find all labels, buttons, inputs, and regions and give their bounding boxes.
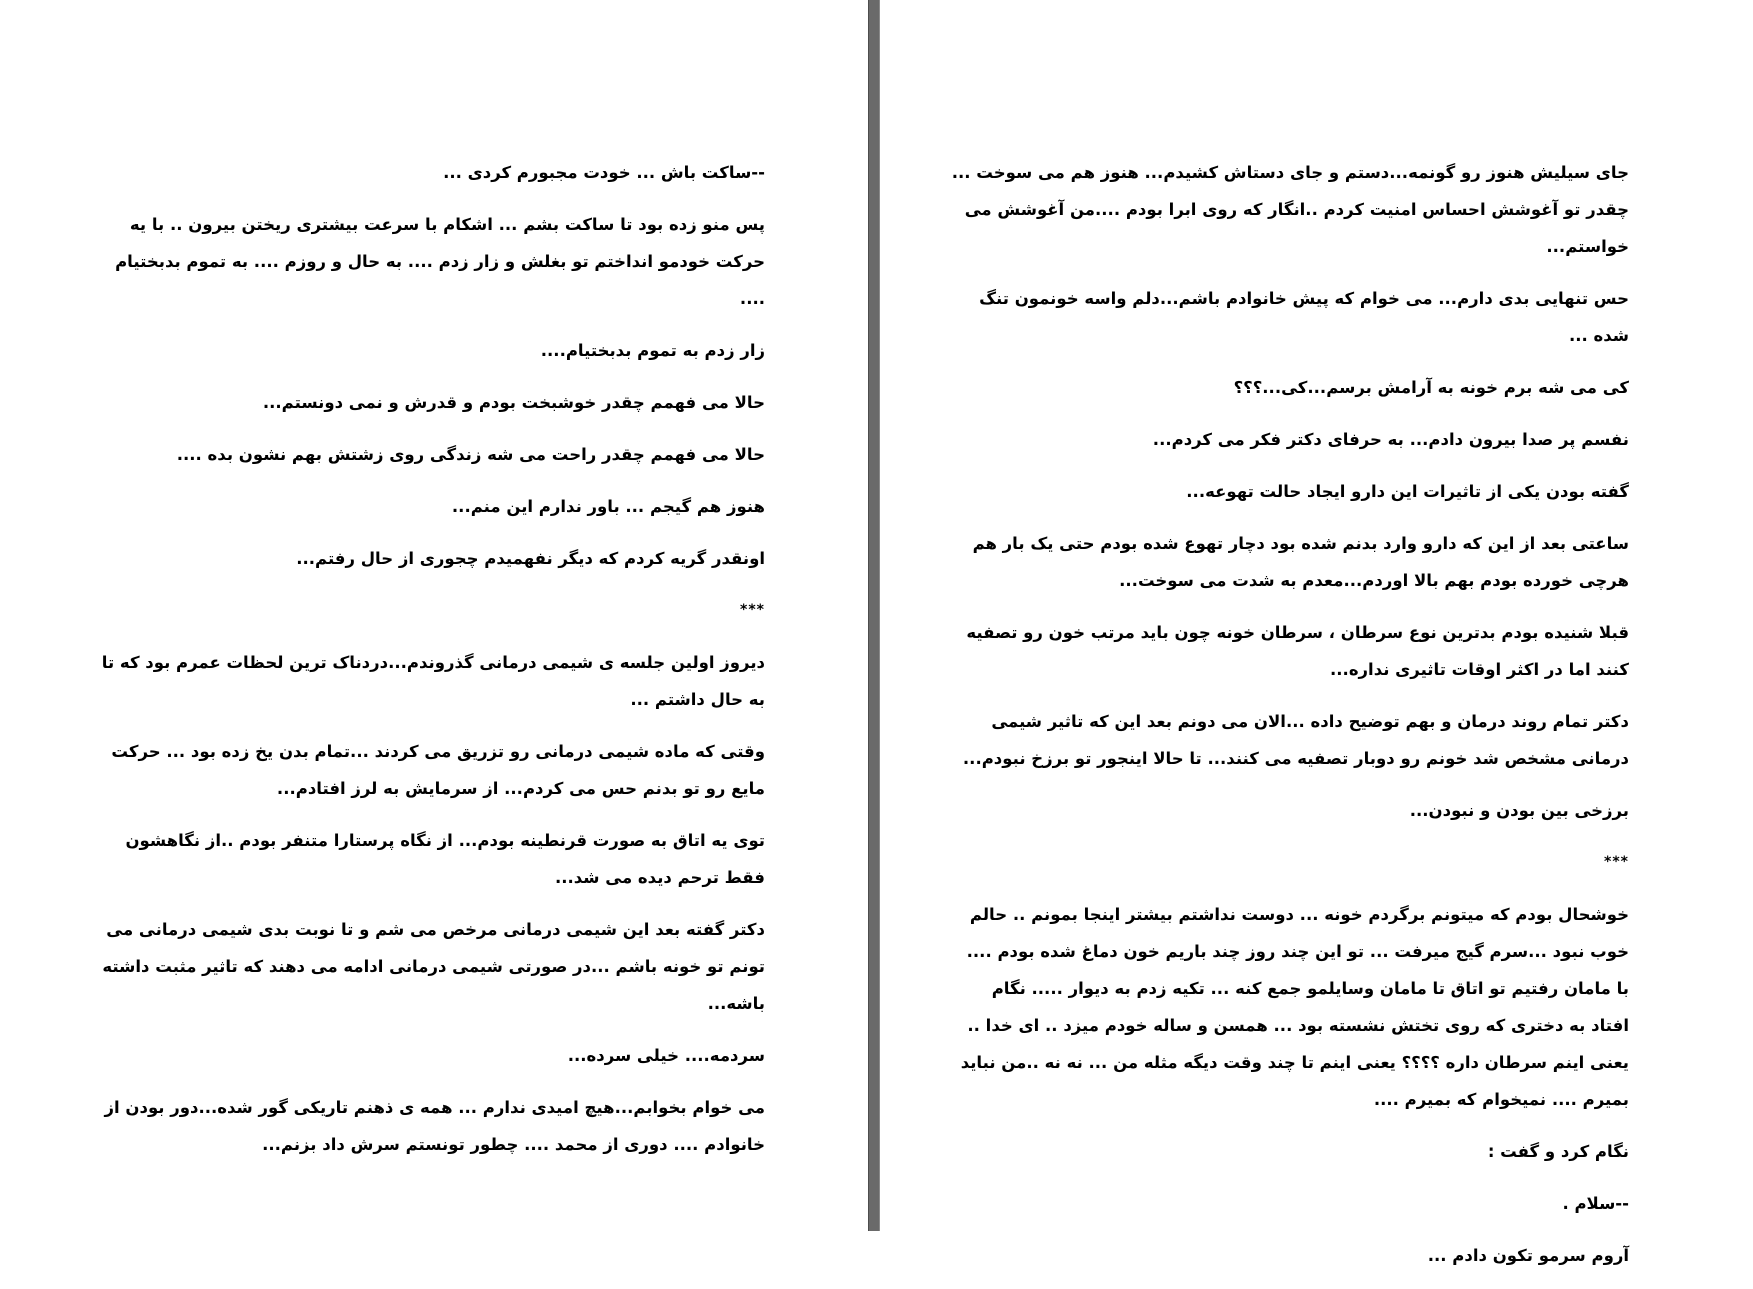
left-page-text <box>85 154 765 1178</box>
paragraph: گفته بودن یکی از تاثیرات این دارو ایجاد حالت تهوعه... <box>1186 482 1629 501</box>
section-separator: *** <box>740 602 765 618</box>
page-divider <box>868 0 880 1231</box>
paragraph: جای سیلیش هنوز رو گونمه...دستم و جای دستاش کشیدم... هنوز هم می سوخت ... چقدر تو آغوشش احساس امنیت کردم ..انگار که روی ابرا بودم ....من آغوشش می خواستم... <box>951 163 1629 256</box>
paragraph: توی یه اتاق به صورت قرنطینه بودم... از نگاه پرستارا متنفر بودم ..از نگاهشون فقط ترحم دیده می شد... <box>125 831 765 887</box>
paragraph: دیروز اولین جلسه ی شیمی درمانی گذروندم...دردناک ترین لحظات عمرم بود که تا به حال داشتم ... <box>101 653 765 709</box>
paragraph: حس تنهایی بدی دارم... می خوام که پیش خانوادم باشم...دلم واسه خونمون تنگ شده ... <box>979 289 1629 345</box>
paragraph: سردمه.... خیلی سرده... <box>567 1046 765 1065</box>
paragraph: دکتر گفته بعد این شیمی درمانی مرخص می شم و تا نوبت بدی شیمی درمانی می تونم تو خونه باشم ...در صورتی شیمی درمانی ادامه می دهند که تاثیر مثبت داشته باشه... <box>102 920 765 1013</box>
paragraph: نفسم پر صدا بیرون دادم... به حرفای دکتر فکر می کردم... <box>1152 430 1629 449</box>
paragraph: حالا می فهمم چقدر راحت می شه زندگی روی زشتش بهم نشون بده .... <box>176 445 765 464</box>
paragraph: آروم سرمو تکون دادم ... <box>1427 1246 1629 1265</box>
left-page <box>0 0 868 1231</box>
paragraph: خوشحال بودم که میتونم برگردم خونه ... دوست نداشتم بیشتر اینجا بمونم .. حالم خوب نبود ...سرم گیج میرفت ... تو این چند روز چند باریم خون دماغ شده بودم .... با مامان رفتیم تو اتاق تا مامان وسایلمو جمع کنه ... تکیه زدم به دیوار ..... نگام افتاد به دختری که روی تختش نشسته بود ... همسن و ساله خودم میزد .. ای خدا .. یعنی اینم سرطان داره ؟؟؟؟ یعنی اینم تا چند وقت دیگه مثله من ... نه نه ..من نباید بمیرم .... نمیخوام که بمیرم .... <box>960 905 1629 1109</box>
paragraph: اونقدر گریه کردم که دیگر نفهمیدم چجوری از حال رفتم... <box>296 549 765 568</box>
paragraph: ساعتی بعد از این که دارو وارد بدنم شده بود دچار تهوع شده بودم حتی یک بار هم هرچی خورده بودم بهم بالا اوردم...معدم به شدت می سوخت... <box>972 534 1629 590</box>
right-page-text <box>949 154 1629 1289</box>
paragraph: --سلام . <box>1562 1194 1629 1213</box>
paragraph: دکتر تمام روند درمان و بهم توضیح داده ...الان می دونم بعد این که تاثیر شیمی درمانی مشخص شد خونم رو دوبار تصفیه می کنند... تا حالا اینجور تو برزخ نبودم... <box>962 712 1629 768</box>
paragraph: پس منو زده بود تا ساکت بشم ... اشکام با سرعت بیشتری ریختن بیرون .. با یه حرکت خودمو انداختم تو بغلش و زار زدم .... به حال و روزم .... به تموم بدبختیام .... <box>115 215 765 308</box>
paragraph: نگام کرد و گفت : <box>1487 1142 1629 1161</box>
paragraph: وقتی که ماده شیمی درمانی رو تزریق می کردند ...تمام بدن یخ زده بود ... حرکت مایع رو تو بدنم حس می کردم... از سرمایش به لرز افتادم... <box>111 742 765 798</box>
paragraph: می خوام بخوابم...هیچ امیدی ندارم ... همه ی ذهنم تاریکی گور شده...دور بودن از خانوادم .... دوری از محمد .... چطور تونستم سرش داد بزنم... <box>104 1098 765 1154</box>
right-page <box>880 0 1753 1265</box>
paragraph: زار زدم به تموم بدبختیام.... <box>540 341 765 360</box>
paragraph: برزخی بین بودن و نبودن... <box>1409 801 1629 820</box>
paragraph: کی می شه برم خونه به آرامش برسم...کی...؟؟؟ <box>1233 378 1629 397</box>
paragraph: --ساکت باش ... خودت مجبورم کردی ... <box>443 163 765 182</box>
paragraph: حالا می فهمم چقدر خوشبخت بودم و قدرش و نمی دونستم... <box>262 393 765 412</box>
paragraph: هنوز هم گیجم ... باور ندارم این منم... <box>451 497 765 516</box>
paragraph: قبلا شنیده بودم بدترین نوع سرطان ، سرطان خونه چون باید مرتب خون رو تصفیه کنند اما در اکثر اوقات تاثیری نداره... <box>966 623 1629 679</box>
section-separator: *** <box>1604 854 1629 870</box>
